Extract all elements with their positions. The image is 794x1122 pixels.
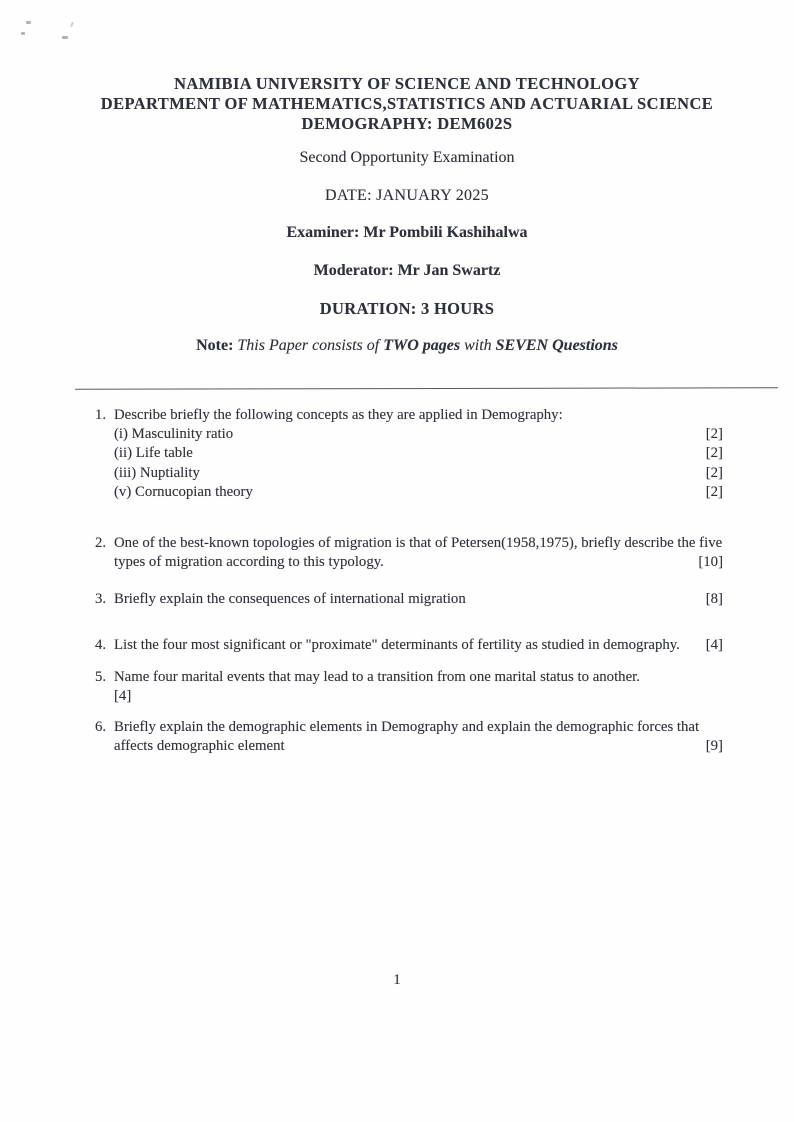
question-4-number: 4. (95, 636, 107, 653)
question-1-subitem-i (114, 425, 723, 444)
question-4-text: List the four most significant or "proximate" determinants of fertility as studied in demography. (114, 636, 680, 653)
question-5-number: 5. (95, 668, 107, 685)
question-6-number: 6. (95, 719, 107, 736)
question-3-body (114, 590, 723, 609)
scan-artifact (70, 22, 74, 27)
question-4-body (114, 636, 723, 655)
scan-artifact (21, 32, 25, 35)
note-bold-1: TWO pages (383, 337, 461, 354)
question-5-marks: [4] (114, 688, 132, 705)
question-6 (95, 718, 723, 756)
question-2 (95, 534, 723, 572)
exam-date: DATE: JANUARY 2025 (325, 187, 489, 204)
subitem-label: (v) Cornucopian theory (114, 483, 253, 500)
horizontal-rule (75, 387, 778, 389)
question-5-text: Name four marital events that may lead to a transition from one marital status to another. (114, 668, 640, 685)
note-text-2: with (464, 337, 492, 354)
note-text-1: This Paper consists of (237, 337, 380, 354)
question-6-text: Briefly explain the demographic elements in Demography and explain the demographic forces that affects demographic element (114, 719, 700, 755)
scan-artifact (26, 21, 31, 24)
question-1-body (114, 406, 723, 502)
question-6-marks: [9] (705, 738, 723, 755)
subitem-marks: [2] (705, 464, 723, 481)
subitem-label: (i) Masculinity ratio (114, 426, 234, 443)
subitem-marks: [2] (705, 426, 723, 443)
question-4-marks: [4] (705, 636, 723, 653)
note-line (20, 337, 794, 355)
question-1 (95, 406, 723, 502)
question-list (95, 406, 723, 757)
course-title: DEMOGRAPHY: DEM602S (301, 114, 513, 133)
question-4 (95, 636, 723, 655)
question-1-subitem-ii (114, 444, 723, 463)
examiner-line: Examiner: Mr Pombili Kashihalwa (286, 224, 528, 241)
university-name: NAMIBIA UNIVERSITY OF SCIENCE AND TECHNOLOGY (174, 74, 640, 93)
question-5-body (114, 668, 723, 706)
document-header (20, 74, 794, 134)
note-label: Note: (196, 337, 234, 354)
question-1-number: 1. (95, 407, 107, 423)
exam-type: Second Opportunity Examination (299, 149, 515, 166)
subitem-marks: [2] (705, 445, 723, 462)
question-2-number: 2. (95, 535, 107, 552)
department-name: DEPARTMENT OF MATHEMATICS,STATISTICS AND ACTUARIAL SCIENCE (100, 94, 714, 113)
subitem-label: (iii) Nuptiality (114, 464, 200, 481)
question-3-text: Briefly explain the consequences of international migration (114, 591, 466, 608)
scan-artifact (62, 36, 68, 39)
question-5 (95, 668, 723, 706)
question-1-subitem-v (114, 483, 723, 502)
question-2-body (114, 534, 723, 572)
question-3 (95, 590, 723, 609)
question-1-subitem-iii (114, 464, 723, 483)
note-bold-2: SEVEN Questions (495, 337, 618, 354)
question-6-body (114, 718, 723, 756)
duration-line: DURATION: 3 HOURS (319, 299, 495, 318)
subitem-label: (ii) Life table (114, 445, 193, 462)
question-2-marks: [10] (698, 554, 723, 571)
question-3-number: 3. (95, 591, 107, 608)
question-3-marks: [8] (705, 591, 723, 608)
subitem-marks: [2] (705, 483, 723, 500)
page-number: 1 (393, 972, 401, 988)
question-2-text: One of the best-known topologies of migration is that of Petersen(1958,1975), briefly describe the five types of migration according to this typology. (114, 535, 723, 571)
moderator-line: Moderator: Mr Jan Swartz (313, 262, 501, 279)
question-1-text: Describe briefly the following concepts as they are applied in Demography: (114, 407, 563, 423)
